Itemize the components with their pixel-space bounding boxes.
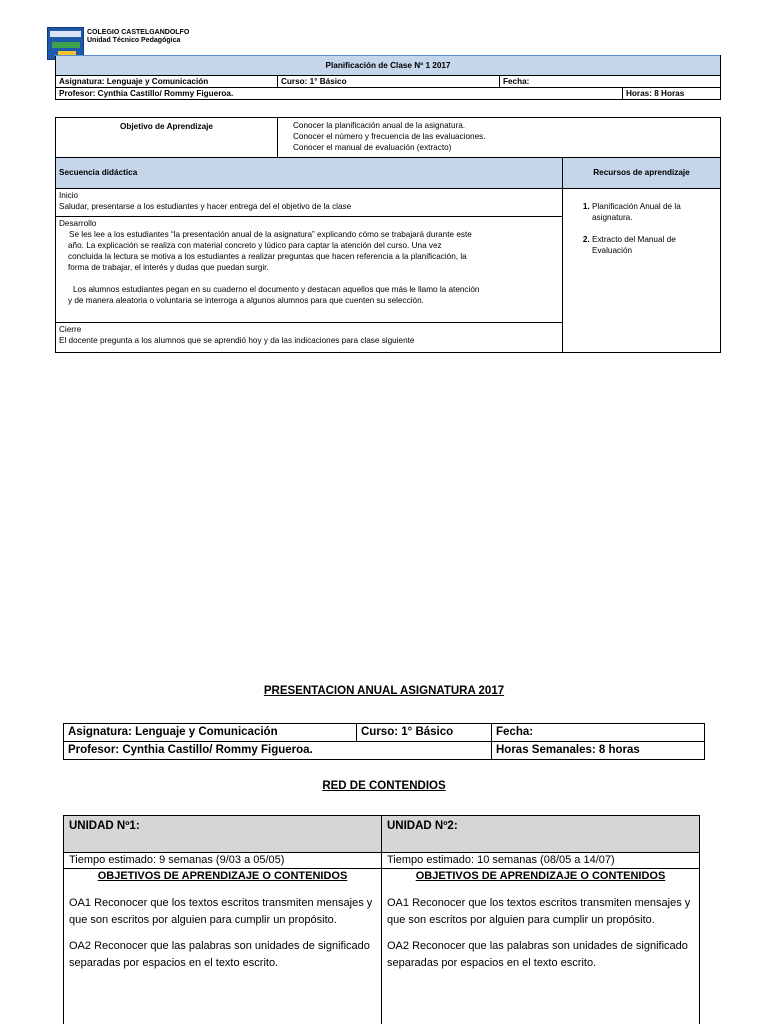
desarrollo-cell [56,217,563,323]
desarrollo-line: año. La explicación se realiza con material concreto y lúdico para captar la atención del curso. Una vez [68,241,442,250]
unit-1-title: UNIDAD Nº1: [64,816,382,853]
school-name: COLEGIO CASTELGANDOLFO [87,29,190,36]
pres-asignatura: Asignatura: Lenguaje y Comunicación [64,724,357,742]
desarrollo-line: Los alumnos estudiantes pegan en su cuaderno el documento y destacan aquellos que más le llamo la atención [73,285,480,294]
objective-line: Conocer el número y frecuencia de las evaluaciones. [293,132,486,141]
cierre-cell [56,323,563,353]
unit-2-objectives [382,869,700,1024]
plan-title: Planificación de Clase Nº 1 2017 [56,56,721,76]
inicio-text: Saludar, presentarse a los estudiantes y hacer entrega del el objetivo de la clase [59,202,352,211]
resources-list [580,201,717,256]
desarrollo-title: Desarrollo [59,219,97,228]
resources-cell [563,189,721,353]
desarrollo-paragraph [59,229,559,306]
inicio-cell [56,189,563,217]
desarrollo-line: y de manera aleatoria o voluntaria se interroga a algunos alumnos para que cuenten su selección. [68,296,424,305]
pres-horas: Horas Semanales: 8 horas [492,742,705,760]
pres-profesor: Profesor: Cynthia Castillo/ Rommy Figueroa. [64,742,492,760]
unit-2-oa1: OA1 Reconocer que los textos escritos transmiten mensajes y que son escritos por alguien para cumplir un propósito. [387,897,691,926]
resources-label: Recursos de aprendizaje [563,158,721,189]
plan-asignatura: Asignatura: Lenguaje y Comunicación [56,76,278,88]
plan-curso: Curso: 1° Básico [278,76,500,88]
plan-profesor: Profesor: Cynthia Castillo/ Rommy Figueroa. [56,88,623,100]
presentation-title: PRESENTACION ANUAL ASIGNATURA 2017 [263,685,505,697]
sequence-table [55,117,721,353]
objective-label: Objetivo de Aprendizaje [56,118,278,158]
pres-fecha: Fecha: [492,724,705,742]
plan-fecha: Fecha: [500,76,721,88]
resource-item: 1. Planificación Anual de la asignatura. [592,201,717,223]
desarrollo-line: concluida la lectura se motiva a los estudiantes a realizar preguntas que hacen referencia a la planificación, la [68,252,467,261]
resource-item: 2. Extracto del Manual de Evaluación [592,234,717,256]
objective-lines [278,118,721,158]
plan-header-table [55,55,721,100]
unit-1-time: Tiempo estimado: 9 semanas (9/03 a 05/05) [64,853,382,869]
desarrollo-line: Se les lee a los estudiantes “la presentación anual de la asignatura” explicando cómo se trabajará durante este [69,230,472,239]
school-unit: Unidad Técnico Pedagógica [87,37,181,44]
unit-2-oa2: OA2 Reconocer que las palabras son unidades de significado separadas por espacios en el texto escrito. [387,940,688,969]
sequence-label: Secuencia didáctica [56,158,563,189]
objective-line: Conocer el manual de evaluación (extracto) [293,143,452,152]
units-table [63,815,700,1024]
unit-2-title: UNIDAD Nº2: [382,816,700,853]
desarrollo-line: forma de trabajar, el interés y dudas que puedan surgir. [68,263,269,272]
unit-2-obj-title: OBJETIVOS DE APRENDIZAJE O CONTENIDOS [415,870,666,882]
unit-1-oa1: OA1 Reconocer que los textos escritos transmiten mensajes y que son escritos por alguien para cumplir un propósito. [69,897,373,926]
cierre-text: El docente pregunta a los alumnos que se aprendió hoy y da las indicaciones para clase siguiente [59,336,415,345]
pres-curso: Curso: 1° Básico [357,724,492,742]
unit-1-objectives [64,869,382,1024]
cierre-title: Cierre [59,325,82,334]
unit-1-oa2: OA2 Reconocer que las palabras son unidades de significado separadas por espacios en el texto escrito. [69,940,370,969]
school-header [87,29,189,45]
plan-horas: Horas: 8 Horas [623,88,721,100]
objective-line: Conocer la planificación anual de la asignatura. [293,121,466,130]
content-network-title: RED DE CONTENDIOS [322,780,446,792]
unit-2-time: Tiempo estimado: 10 semanas (08/05 a 14/07) [382,853,700,869]
inicio-title: Inicio [59,191,79,200]
unit-1-obj-title: OBJETIVOS DE APRENDIZAJE O CONTENIDOS [97,870,348,882]
presentation-header-table [63,723,705,760]
